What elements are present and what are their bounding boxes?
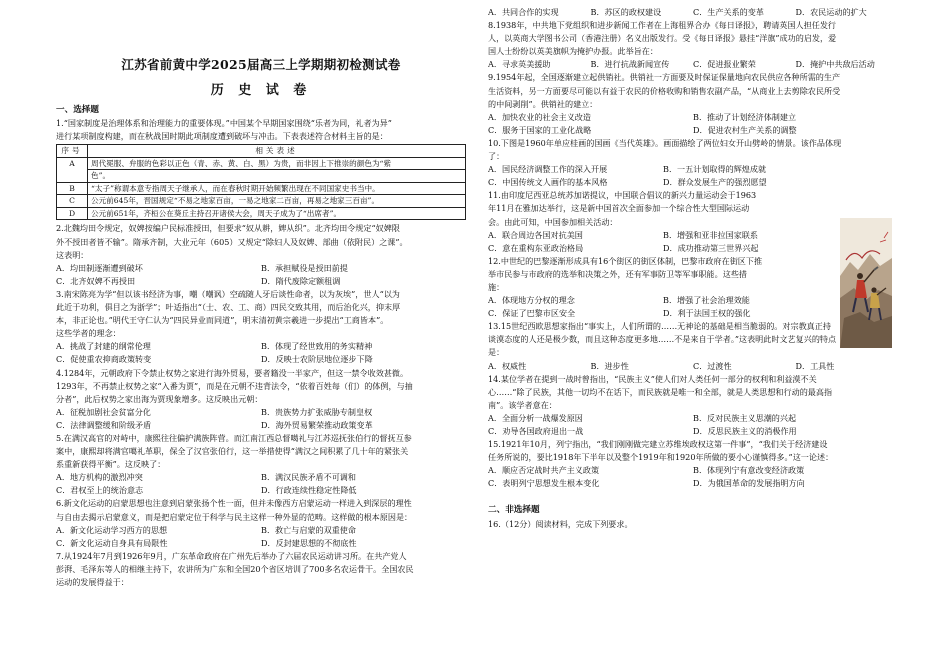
spacer: [488, 490, 898, 503]
option-d[interactable]: D．海外贸易繁荣推动政策变革: [261, 419, 373, 430]
option-row: [488, 163, 838, 176]
option-a[interactable]: A．共同合作的实现: [488, 7, 559, 17]
option-c[interactable]: C．劝导各国政府退出一战: [488, 426, 584, 436]
option-b[interactable]: B．一五计划取得的辉煌成就: [663, 164, 767, 175]
question-line: 2.北魏均田令规定，奴婢按编户民标准授田，但要求“奴从耕，婢从织”。北齐均田令规定“奴婢限: [56, 223, 400, 234]
question-line: 7.从1924年7月到1926年9月，广东革命政府在广州先后举办了六届农民运动讲习所。在共产党人: [56, 550, 407, 561]
option-a[interactable]: A．新文化运动学习西方的思想: [56, 524, 168, 535]
option-row: [56, 275, 466, 288]
option-a[interactable]: A．加快农业的社会主义改造: [488, 111, 591, 122]
option-d[interactable]: D．利于法国王权的强化: [663, 308, 751, 319]
option-row: [488, 6, 898, 19]
exam-subtitle: 历 史 试 卷: [210, 83, 312, 99]
option-row: [488, 111, 898, 124]
table-header-cell: 序号: [57, 145, 88, 158]
option-row: [56, 471, 466, 484]
table-header-row: [57, 145, 466, 158]
option-a[interactable]: A．体现地方分权的理念: [488, 295, 575, 306]
question-14: [488, 373, 898, 438]
option-row: [56, 406, 466, 419]
table-cell: “太子”称谓本意专指周天子继承人，而在春秋时期开始频繁出现在不同国家史书当中。: [88, 182, 466, 195]
option-b[interactable]: B．反对民族主义思潮的兴起: [693, 412, 797, 423]
option-d[interactable]: D．农民运动的扩大: [795, 7, 867, 17]
question-9: [488, 71, 898, 136]
option-a[interactable]: A．权威性: [488, 360, 527, 371]
material-table: [56, 144, 466, 220]
option-row: [56, 537, 466, 550]
option-row: [56, 340, 466, 353]
option-d[interactable]: D．工具性: [795, 360, 835, 371]
question-line: 的中间剥削”。供销社的建立：: [488, 98, 598, 109]
option-row: [488, 229, 838, 242]
question-line: 分者”，此后权势之家出海为贾现象增多。这反映出元朝：: [56, 393, 263, 404]
option-a[interactable]: A．国民经济调整工作的深入开展: [488, 164, 608, 175]
question-line: 施：: [488, 281, 505, 292]
question-line: 14.某位学者在提到一战时曾指出，“民族主义”使人们对人类任何一部分的权利和利益漠不关: [488, 373, 817, 384]
option-row: [488, 242, 838, 255]
option-b[interactable]: B．进行抗战新闻宣传: [590, 59, 670, 70]
question-line: 15.1921年10月，列宁指出，“我们刚刚做完建立苏维埃政权这第一件事”，“我们关于经济建设: [488, 439, 828, 450]
painting-image: [840, 218, 892, 348]
question-line: 会。由此可知，中国参加相关活动：: [488, 216, 618, 227]
option-a[interactable]: A．联合周边各国对抗美国: [488, 229, 583, 240]
table-row: [57, 195, 466, 208]
question-15: [488, 438, 898, 490]
painting-icon: [840, 218, 892, 348]
question-3: [56, 288, 466, 367]
option-b[interactable]: B．进步性: [590, 360, 629, 371]
option-row: [56, 262, 466, 275]
option-c[interactable]: C．表明列宁思想发生根本变化: [488, 478, 600, 489]
option-a[interactable]: A．顺应否定战时共产主义政策: [488, 465, 600, 476]
option-b[interactable]: B．推动了计划经济体制建立: [693, 111, 797, 122]
question-line: 1293年，不再禁止权势之家“入番为贾”，而是在元朝不违背法令，“依着百姓每（们）的体例，与抽: [56, 380, 413, 391]
question-line: 了：: [488, 151, 505, 162]
question-13: [488, 320, 898, 372]
option-d[interactable]: D．反封建思想的不彻底性: [261, 537, 357, 548]
option-row: [488, 124, 898, 137]
option-c[interactable]: C．保证了巴黎市区安全: [488, 308, 576, 319]
option-a[interactable]: A．寻求英美援助: [488, 59, 551, 70]
section-heading-nonchoice: 二、非选择题: [488, 505, 540, 516]
table-row: [57, 170, 466, 183]
question-line: 此近于功利，俱目之为浙学”；叶适指出“（士、农、工、商）四民交致其用，而后治化兴，抑末厚: [56, 302, 401, 313]
option-d[interactable]: D．为俄国革命的发展指明方向: [693, 478, 805, 489]
question-6: [56, 497, 466, 549]
option-b[interactable]: B．救亡与启蒙的双重使命: [261, 524, 356, 535]
question-line: 8.1938年，中共地下党组织和进步新闻工作者在上海租界合办《每日译报》，聘请英国人担任发行: [488, 20, 837, 31]
question-2: [56, 222, 466, 287]
question-line: 举市民参与市政府的选举和决策之外，还有军事防卫等军事职能。这些措: [488, 268, 748, 279]
question-line: 人，以英商大学图书公司（香港注册）名义出版发行。受《每日译报》悬挂“洋旗”成功的启发，爱: [488, 33, 837, 44]
option-b[interactable]: B．贵族势力扩张威胁专制皇权: [261, 406, 373, 417]
option-row: [488, 425, 898, 438]
question-line: 任务所说的，要比1918年下半年以及整个1919年和1920年所做的要小心谨慎得多。”这一论述：: [488, 452, 834, 463]
question-10: [488, 137, 898, 189]
question-line: 3.南宋陈亮为学“但以该书经济为事，嘲（嘲讽）空疏随人牙后谈性命者，以为灰埃”，世人“以为: [56, 288, 400, 299]
table-cell: 色”。: [88, 170, 466, 183]
table-key-cell: D: [57, 207, 88, 220]
option-row: [488, 360, 898, 373]
option-row: [56, 419, 466, 432]
option-c[interactable]: C．新文化运动自身具有局限性: [56, 537, 168, 548]
option-row: [488, 412, 898, 425]
question-8: [488, 19, 898, 71]
question-line: 6.新文化运动的启蒙思想也注意到启蒙张扬个性一面，但并未像西方启蒙运动一样进入到深层的理性: [56, 498, 412, 509]
question-line: 心……“除了民族，其他一切均不在话下，而民族就是唯一和全部，就是人类思想和行动的最高指: [488, 386, 833, 397]
question-line: 12.中世纪的巴黎逐渐形成具有16个街区的街区体制，巴黎市政府在街区下推: [488, 255, 763, 266]
table-row: [57, 157, 466, 170]
option-d[interactable]: D．成功推动第三世界兴起: [663, 242, 759, 253]
option-b[interactable]: B．体现列宁有意改变经济政策: [693, 465, 805, 476]
question-line: 这些学者的理念：: [56, 328, 121, 339]
option-b[interactable]: B．承担赋役是授田前提: [261, 262, 348, 273]
option-row: [56, 353, 466, 366]
option-row: [488, 176, 838, 189]
question-line: 进行某项制度构建，而在秋战国时期此项制度遭到破坏与冲击。下表表述符合材料主旨的是：: [56, 131, 388, 142]
question-12: [488, 255, 838, 320]
question-line: 系重新获得平衡”。这反映了：: [56, 459, 166, 470]
question-5: [56, 432, 466, 497]
question-line: 国人士纷纷以英美旗帜为掩护办报。此举旨在：: [488, 46, 658, 57]
option-c[interactable]: C．促使重农抑商政策转变: [56, 354, 152, 365]
option-b[interactable]: B．苏区的政权建设: [590, 7, 662, 17]
option-c[interactable]: C．中国传统文人画作的基本风格: [488, 177, 608, 188]
option-c[interactable]: C．过渡性: [693, 360, 732, 371]
option-c[interactable]: C．促进报业繁荣: [693, 59, 756, 70]
question-line: 外不授田者皆不输”。隋承齐制，大业元年（605）又规定“除妇人及奴婢、部曲（依附民）之课”。: [56, 236, 408, 247]
option-d[interactable]: D．群众发展生产的强烈愿望: [663, 177, 767, 188]
question-line: 10.下图是1960年单应桂画的国画《当代英雄》。画面描绘了两位妇女开山劈岭的情景。该作品体现: [488, 137, 842, 148]
question-line: 9.1954年起，全国逐渐建立起供销社。供销社一方面要及时保证保量地向农民供应各种所需的生产: [488, 72, 841, 83]
question-11: [488, 189, 838, 254]
table-cell: 周代冕服、弁服的色彩以正色（青、赤、黄、白、黑）为贵，而非因上下推崇的颜色为“紫: [88, 157, 466, 170]
option-a[interactable]: A．挑战了封建的纲常伦理: [56, 341, 151, 352]
question-line: 11.由印度尼西亚总统苏加诺提议，中国联合倡议的新兴力量运动会于1963: [488, 190, 757, 201]
question-16: 16.（12分）阅读材料，完成下列要求。: [488, 518, 633, 529]
option-row: [488, 464, 898, 477]
option-a[interactable]: A．征税加剧社会贫富分化: [56, 406, 151, 417]
left-column: [56, 6, 466, 589]
option-c[interactable]: C．意在重构东亚政治格局: [488, 242, 584, 253]
option-b[interactable]: B．体现了经世致用的务实精神: [261, 341, 373, 352]
option-row: [488, 58, 898, 71]
option-d[interactable]: D．反映士农阶层地位逐步下降: [261, 354, 373, 365]
option-row: [488, 307, 838, 320]
option-b[interactable]: B．增强了社会治理效能: [663, 295, 750, 306]
question-line: 1.“国家制度是治理体系和治理能力的重要体现。”中国某个早期国家围绕“乐者为同，礼者为异”: [56, 118, 392, 129]
option-d[interactable]: D．反思民族主义的消极作用: [693, 426, 797, 436]
question-line: 与自由去揭示启蒙意义，而是把启蒙定位于科学与民主这样一种外显的范畴。这样做的根本原因是：: [56, 511, 413, 522]
table-row: [57, 182, 466, 195]
option-d[interactable]: D．促进农村生产关系的调整: [693, 124, 797, 135]
option-c[interactable]: C．服务于国家的工业化战略: [488, 124, 592, 135]
option-row: [488, 294, 838, 307]
question-4: [56, 367, 466, 432]
table-row: [57, 207, 466, 220]
right-column: [488, 6, 898, 531]
option-row: [56, 524, 466, 537]
question-line: 这表明：: [56, 249, 89, 260]
option-c[interactable]: C．北齐奴婢不再授田: [56, 275, 136, 286]
option-a[interactable]: A．全面分析一战爆发原因: [488, 412, 583, 423]
question-line: 运动的发展得益于：: [56, 577, 129, 587]
option-a[interactable]: A．地方机构的激烈冲突: [56, 472, 143, 483]
question-line: 13.15世纪西欧思想家指出“事实上，人们所谓的……无神论的基础是相当脆弱的。对宗教真正持: [488, 321, 831, 332]
table-cell: 公元前651年，齐桓公在葵丘主持召开诸侯大会，周天子成为了“出席者”。: [88, 207, 466, 220]
table-cell: 公元前645年，晋国规定“不易之地家百亩，一易之地家二百亩，再易之地家三百亩”。: [88, 195, 466, 208]
option-d[interactable]: D．行政连续性稳定性降低: [261, 485, 357, 496]
option-c[interactable]: C．生产关系的变革: [693, 7, 764, 17]
question-line: 本，非正论也。”明代王守仁认为“四民异业而同道”，明末清初黄宗羲进一步提出“工商皆本”。: [56, 315, 389, 326]
table-key-cell: A: [57, 157, 88, 182]
table-header-cell: 相关表述: [88, 145, 466, 158]
question-line: 5.在满汉高官的对峙中，康熙往往偏护满族阵营。而江南江西总督噶礼与江苏巡抚张伯行的督抚互参: [56, 432, 412, 443]
table-key-cell: B: [57, 182, 88, 195]
option-row: [488, 477, 898, 490]
question-line: 4.1284年，元朝政府下令禁止权势之家进行海外贸易，要者籍没一半家产，但这一禁令收效甚微。: [56, 367, 409, 378]
section-heading-choice: 一、选择题: [56, 105, 99, 116]
option-row: [56, 484, 466, 497]
option-d[interactable]: D．隋代废除定额租调: [261, 275, 341, 286]
question-line: 谈漠态度的人还是极少数，而且这种态度更多地……不是来自于学者。”这表明此时文艺复兴的特点: [488, 334, 837, 345]
option-d[interactable]: D．掩护中共敌后活动: [795, 59, 875, 70]
question-7: [56, 550, 466, 589]
question-line: 彭湃、毛泽东等人的相继主持下，农讲所为广东和全国20个省区培训了700多名农运骨干。全国农民: [56, 563, 414, 574]
question-line: 是：: [488, 347, 505, 358]
option-a[interactable]: A．均田制逐渐遭到破坏: [56, 262, 143, 273]
option-b[interactable]: B．增强和亚非拉国家联系: [663, 229, 758, 240]
option-c[interactable]: C．法律调整缓和阶级矛盾: [56, 419, 152, 430]
option-c[interactable]: C．君权至上的统治意志: [56, 485, 144, 496]
question-line: 南”。该学者意在：: [488, 399, 557, 410]
question-line: 案中，康熙却将满官噶礼革职，保全了汉官张伯行，这一举措使得“满汉之间积累了几十年的紧张关: [56, 446, 409, 457]
exam-title: 江苏省前黄中学2025届高三上学期期初检测试卷: [121, 57, 401, 72]
table-key-cell: C: [57, 195, 88, 208]
question-line: 生活资料，另一方面要尽可能以有益于农民的价格收购和销售农副产品，“从商业上去剪除农民所受: [488, 85, 841, 96]
question-1: [56, 117, 466, 220]
question-line: 年11月在雅加达举行，这是新中国首次全面参加一个综合性大型国际运动: [488, 203, 750, 214]
option-b[interactable]: B．满汉民族矛盾不可调和: [261, 472, 356, 483]
